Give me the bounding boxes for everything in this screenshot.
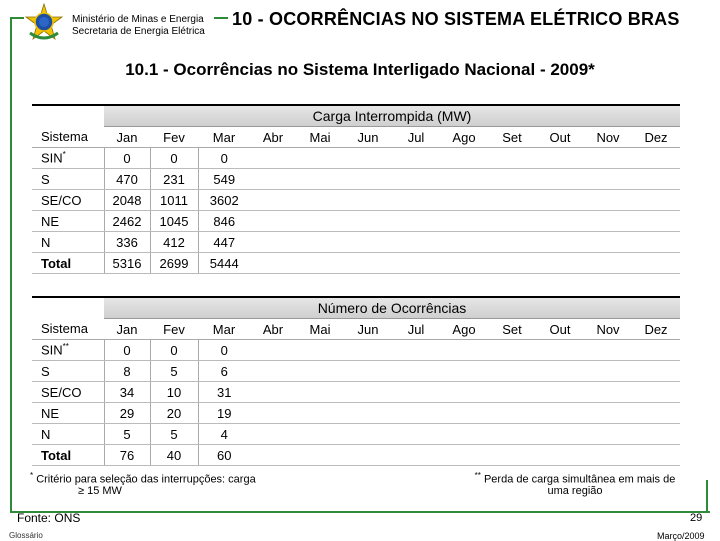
table-cell bbox=[584, 382, 632, 403]
table-cell: 1045 bbox=[150, 211, 198, 232]
table-cell bbox=[250, 169, 296, 190]
table-cell bbox=[488, 382, 536, 403]
table-cell bbox=[296, 445, 344, 466]
table-row bbox=[32, 148, 680, 169]
footnote-text: Critério para seleção das interrupções: carga bbox=[36, 473, 256, 486]
row-label bbox=[32, 211, 104, 232]
table-cell: 10 bbox=[150, 382, 198, 403]
ministry-line2: Secretaria de Energia Elétrica bbox=[72, 26, 205, 37]
month-header: Set bbox=[488, 127, 536, 148]
row-label bbox=[32, 190, 104, 211]
table-caption: Carga Interrompida (MW) bbox=[104, 105, 680, 127]
glossary-link[interactable]: Glossário bbox=[9, 531, 43, 540]
table-cell bbox=[536, 424, 584, 445]
table-cell bbox=[440, 424, 488, 445]
row-label bbox=[32, 148, 104, 169]
table-cell bbox=[296, 340, 344, 361]
caption-spacer bbox=[32, 105, 104, 127]
table-cell bbox=[296, 424, 344, 445]
table-cell bbox=[536, 382, 584, 403]
table-cell bbox=[392, 403, 440, 424]
table-cell bbox=[632, 340, 680, 361]
table-cell bbox=[344, 445, 392, 466]
table-cell bbox=[296, 253, 344, 274]
month-header: Out bbox=[536, 319, 584, 340]
table-cell bbox=[296, 169, 344, 190]
table-cell bbox=[296, 232, 344, 253]
table-cell bbox=[584, 232, 632, 253]
table-cell bbox=[584, 445, 632, 466]
table-cell bbox=[344, 253, 392, 274]
table-cell bbox=[584, 253, 632, 274]
month-header: Dez bbox=[632, 319, 680, 340]
table-cell bbox=[536, 445, 584, 466]
table-cell bbox=[440, 190, 488, 211]
month-header: Fev bbox=[150, 319, 198, 340]
table-row bbox=[32, 169, 680, 190]
table-cell: 20 bbox=[150, 403, 198, 424]
brazil-coat-of-arms-icon bbox=[24, 3, 64, 43]
table-cell bbox=[440, 361, 488, 382]
column-header-sistema: Sistema bbox=[32, 127, 104, 148]
row-label bbox=[32, 424, 104, 445]
table-cell bbox=[488, 211, 536, 232]
table-cell bbox=[488, 340, 536, 361]
table-cell bbox=[392, 424, 440, 445]
table-cell bbox=[632, 382, 680, 403]
table-cell: 40 bbox=[150, 445, 198, 466]
table-cell bbox=[250, 445, 296, 466]
table-cell bbox=[296, 190, 344, 211]
table-cell bbox=[536, 253, 584, 274]
table-cell bbox=[392, 148, 440, 169]
table-cell: 4 bbox=[198, 424, 250, 445]
month-header: Mai bbox=[296, 319, 344, 340]
month-header: Out bbox=[536, 127, 584, 148]
row-label-text: NE bbox=[41, 405, 60, 421]
caption-spacer bbox=[32, 297, 104, 319]
table-row bbox=[32, 445, 680, 466]
footnote-mark: ** bbox=[62, 342, 69, 352]
table-cell: 60 bbox=[198, 445, 250, 466]
table-cell bbox=[536, 190, 584, 211]
frame-line-bottom bbox=[10, 511, 710, 513]
table-cell bbox=[344, 340, 392, 361]
page-number: 29 bbox=[690, 512, 703, 524]
table-cell bbox=[440, 232, 488, 253]
row-label-text: Total bbox=[41, 255, 72, 271]
table-cell bbox=[536, 340, 584, 361]
table-cell: 29 bbox=[104, 403, 150, 424]
ministry-line1: Ministério de Minas e Energia bbox=[72, 14, 204, 25]
table-cell bbox=[488, 361, 536, 382]
section-subtitle: 10.1 - Ocorrências no Sistema Interligado Nacional - 2009* bbox=[125, 60, 595, 79]
table-cell bbox=[632, 148, 680, 169]
table-row bbox=[32, 253, 680, 274]
row-label-text: S bbox=[41, 171, 50, 187]
table-cell bbox=[584, 190, 632, 211]
row-label-text: SE/CO bbox=[41, 192, 82, 208]
table-cell: 470 bbox=[104, 169, 150, 190]
table-cell bbox=[488, 445, 536, 466]
table-cell bbox=[488, 403, 536, 424]
table-caption: Número de Ocorrências bbox=[104, 297, 680, 319]
table-cell bbox=[344, 424, 392, 445]
table-cell bbox=[250, 361, 296, 382]
month-header: Jan bbox=[104, 319, 150, 340]
footnote-mark: ** bbox=[474, 471, 481, 480]
table-cell bbox=[296, 361, 344, 382]
table-row bbox=[32, 211, 680, 232]
table-cell bbox=[250, 232, 296, 253]
table-cell bbox=[584, 361, 632, 382]
table-cell: 34 bbox=[104, 382, 150, 403]
footnote-text: Perda de carga simultânea em mais de bbox=[483, 473, 676, 486]
table-cell bbox=[392, 169, 440, 190]
table-cell bbox=[536, 361, 584, 382]
table-cell bbox=[584, 148, 632, 169]
table-cell bbox=[584, 211, 632, 232]
month-header: Jun bbox=[344, 319, 392, 340]
table-header-row bbox=[32, 127, 680, 148]
table-cell bbox=[392, 190, 440, 211]
table-cell bbox=[250, 253, 296, 274]
table-cell bbox=[488, 190, 536, 211]
table-cell: 412 bbox=[150, 232, 198, 253]
table-cell bbox=[392, 211, 440, 232]
table-cell bbox=[440, 211, 488, 232]
table-cell: 5316 bbox=[104, 253, 150, 274]
frame-line-top bbox=[10, 17, 24, 19]
table-row bbox=[32, 382, 680, 403]
table-row bbox=[32, 403, 680, 424]
row-label-text: N bbox=[41, 426, 51, 442]
table-row bbox=[32, 190, 680, 211]
table-cell bbox=[632, 190, 680, 211]
row-label-text: Total bbox=[41, 447, 72, 463]
table-cell bbox=[440, 148, 488, 169]
table-cell: 1011 bbox=[150, 190, 198, 211]
table-cell bbox=[488, 148, 536, 169]
numero-ocorrencias-table bbox=[32, 296, 680, 466]
table-cell bbox=[392, 340, 440, 361]
table-cell bbox=[584, 169, 632, 190]
table-cell bbox=[632, 253, 680, 274]
table-cell: 5 bbox=[104, 424, 150, 445]
table-cell bbox=[584, 340, 632, 361]
month-header: Fev bbox=[150, 127, 198, 148]
month-header: Mar bbox=[198, 127, 250, 148]
table-cell bbox=[344, 361, 392, 382]
row-label-text: N bbox=[41, 234, 51, 250]
table-cell: 31 bbox=[198, 382, 250, 403]
table-cell bbox=[536, 403, 584, 424]
row-label bbox=[32, 382, 104, 403]
column-header-sistema: Sistema bbox=[32, 319, 104, 340]
table-cell: 231 bbox=[150, 169, 198, 190]
table-cell bbox=[250, 148, 296, 169]
month-header: Mai bbox=[296, 127, 344, 148]
table-cell bbox=[296, 382, 344, 403]
table-cell: 0 bbox=[150, 148, 198, 169]
table-cell bbox=[250, 340, 296, 361]
table-cell bbox=[440, 253, 488, 274]
month-header: Jan bbox=[104, 127, 150, 148]
table-cell: 0 bbox=[104, 340, 150, 361]
table-cell bbox=[488, 253, 536, 274]
table-cell bbox=[344, 190, 392, 211]
table-cell bbox=[392, 382, 440, 403]
publication-date: Março/2009 bbox=[657, 531, 705, 541]
table-cell bbox=[392, 232, 440, 253]
table-row bbox=[32, 361, 680, 382]
table-cell: 336 bbox=[104, 232, 150, 253]
month-header: Nov bbox=[584, 319, 632, 340]
table-cell bbox=[250, 403, 296, 424]
table-cell: 5 bbox=[150, 424, 198, 445]
table-cell bbox=[632, 445, 680, 466]
table-cell: 0 bbox=[198, 340, 250, 361]
month-header: Nov bbox=[584, 127, 632, 148]
table-row bbox=[32, 232, 680, 253]
frame-line-left bbox=[10, 17, 12, 512]
row-label bbox=[32, 445, 104, 466]
page-title: 10 - OCORRÊNCIAS NO SISTEMA ELÉTRICO BRAS bbox=[232, 9, 680, 29]
table-cell bbox=[440, 445, 488, 466]
month-header: Mar bbox=[198, 319, 250, 340]
table-cell: 5444 bbox=[198, 253, 250, 274]
table-row bbox=[32, 340, 680, 361]
table-cell bbox=[488, 232, 536, 253]
table-cell: 2048 bbox=[104, 190, 150, 211]
table-cell bbox=[296, 148, 344, 169]
table-cell bbox=[392, 253, 440, 274]
month-header: Ago bbox=[440, 319, 488, 340]
table-row bbox=[32, 424, 680, 445]
table-cell bbox=[344, 169, 392, 190]
table-cell bbox=[632, 169, 680, 190]
table-cell: 0 bbox=[150, 340, 198, 361]
row-label-text: SIN bbox=[41, 342, 63, 358]
row-label bbox=[32, 232, 104, 253]
table-cell bbox=[344, 403, 392, 424]
row-label-text: NE bbox=[41, 213, 60, 229]
footnote-mark: * bbox=[62, 150, 66, 160]
table-cell bbox=[250, 190, 296, 211]
month-header: Dez bbox=[632, 127, 680, 148]
table-cell bbox=[250, 211, 296, 232]
row-label bbox=[32, 169, 104, 190]
table-cell bbox=[250, 424, 296, 445]
table-cell: 19 bbox=[198, 403, 250, 424]
row-label-text: S bbox=[41, 363, 50, 379]
table-cell bbox=[632, 361, 680, 382]
table-cell bbox=[296, 211, 344, 232]
footnote-mark: * bbox=[30, 471, 34, 480]
source-label: Fonte: ONS bbox=[17, 511, 81, 525]
month-header: Jul bbox=[392, 319, 440, 340]
row-label-text: SE/CO bbox=[41, 384, 82, 400]
table-cell bbox=[296, 403, 344, 424]
table-cell bbox=[344, 148, 392, 169]
table-cell bbox=[440, 382, 488, 403]
month-header: Set bbox=[488, 319, 536, 340]
table-cell bbox=[440, 403, 488, 424]
table-cell bbox=[344, 382, 392, 403]
table-cell bbox=[488, 169, 536, 190]
footnote-text-cont: ≥ 15 MW bbox=[78, 484, 122, 497]
table-cell: 2699 bbox=[150, 253, 198, 274]
table-cell bbox=[536, 211, 584, 232]
table-cell bbox=[344, 211, 392, 232]
row-label bbox=[32, 253, 104, 274]
table-cell: 0 bbox=[198, 148, 250, 169]
month-header: Ago bbox=[440, 127, 488, 148]
table-cell bbox=[392, 445, 440, 466]
table-cell: 846 bbox=[198, 211, 250, 232]
table-cell: 3602 bbox=[198, 190, 250, 211]
table-cell: 0 bbox=[104, 148, 150, 169]
month-header: Abr bbox=[250, 319, 296, 340]
frame-line-right bbox=[706, 480, 708, 513]
month-header: Jul bbox=[392, 127, 440, 148]
table-header-row bbox=[32, 319, 680, 340]
table-cell: 549 bbox=[198, 169, 250, 190]
table-cell bbox=[632, 211, 680, 232]
table-cell bbox=[536, 169, 584, 190]
table-cell bbox=[536, 148, 584, 169]
table-cell bbox=[440, 340, 488, 361]
table-cell: 6 bbox=[198, 361, 250, 382]
table-cell bbox=[536, 232, 584, 253]
footnote-text-cont: uma região bbox=[547, 484, 603, 497]
table-cell bbox=[344, 232, 392, 253]
table-cell bbox=[584, 424, 632, 445]
table-cell bbox=[632, 424, 680, 445]
row-label bbox=[32, 403, 104, 424]
footnote-criteria bbox=[30, 470, 256, 497]
table-cell: 2462 bbox=[104, 211, 150, 232]
table-cell: 5 bbox=[150, 361, 198, 382]
table-cell bbox=[632, 232, 680, 253]
table-cell: 447 bbox=[198, 232, 250, 253]
table-cell bbox=[632, 403, 680, 424]
row-label bbox=[32, 361, 104, 382]
frame-line-mid bbox=[214, 17, 228, 19]
table-cell bbox=[488, 424, 536, 445]
table-cell: 76 bbox=[104, 445, 150, 466]
row-label bbox=[32, 340, 104, 361]
row-label-text: SIN bbox=[41, 150, 63, 166]
footnote-sin bbox=[460, 470, 690, 497]
table-cell bbox=[440, 169, 488, 190]
table-cell bbox=[584, 403, 632, 424]
month-header: Abr bbox=[250, 127, 296, 148]
carga-interrompida-table bbox=[32, 104, 680, 274]
table-cell bbox=[250, 382, 296, 403]
table-cell: 8 bbox=[104, 361, 150, 382]
table-cell bbox=[392, 361, 440, 382]
ministry-name bbox=[72, 14, 205, 38]
month-header: Jun bbox=[344, 127, 392, 148]
